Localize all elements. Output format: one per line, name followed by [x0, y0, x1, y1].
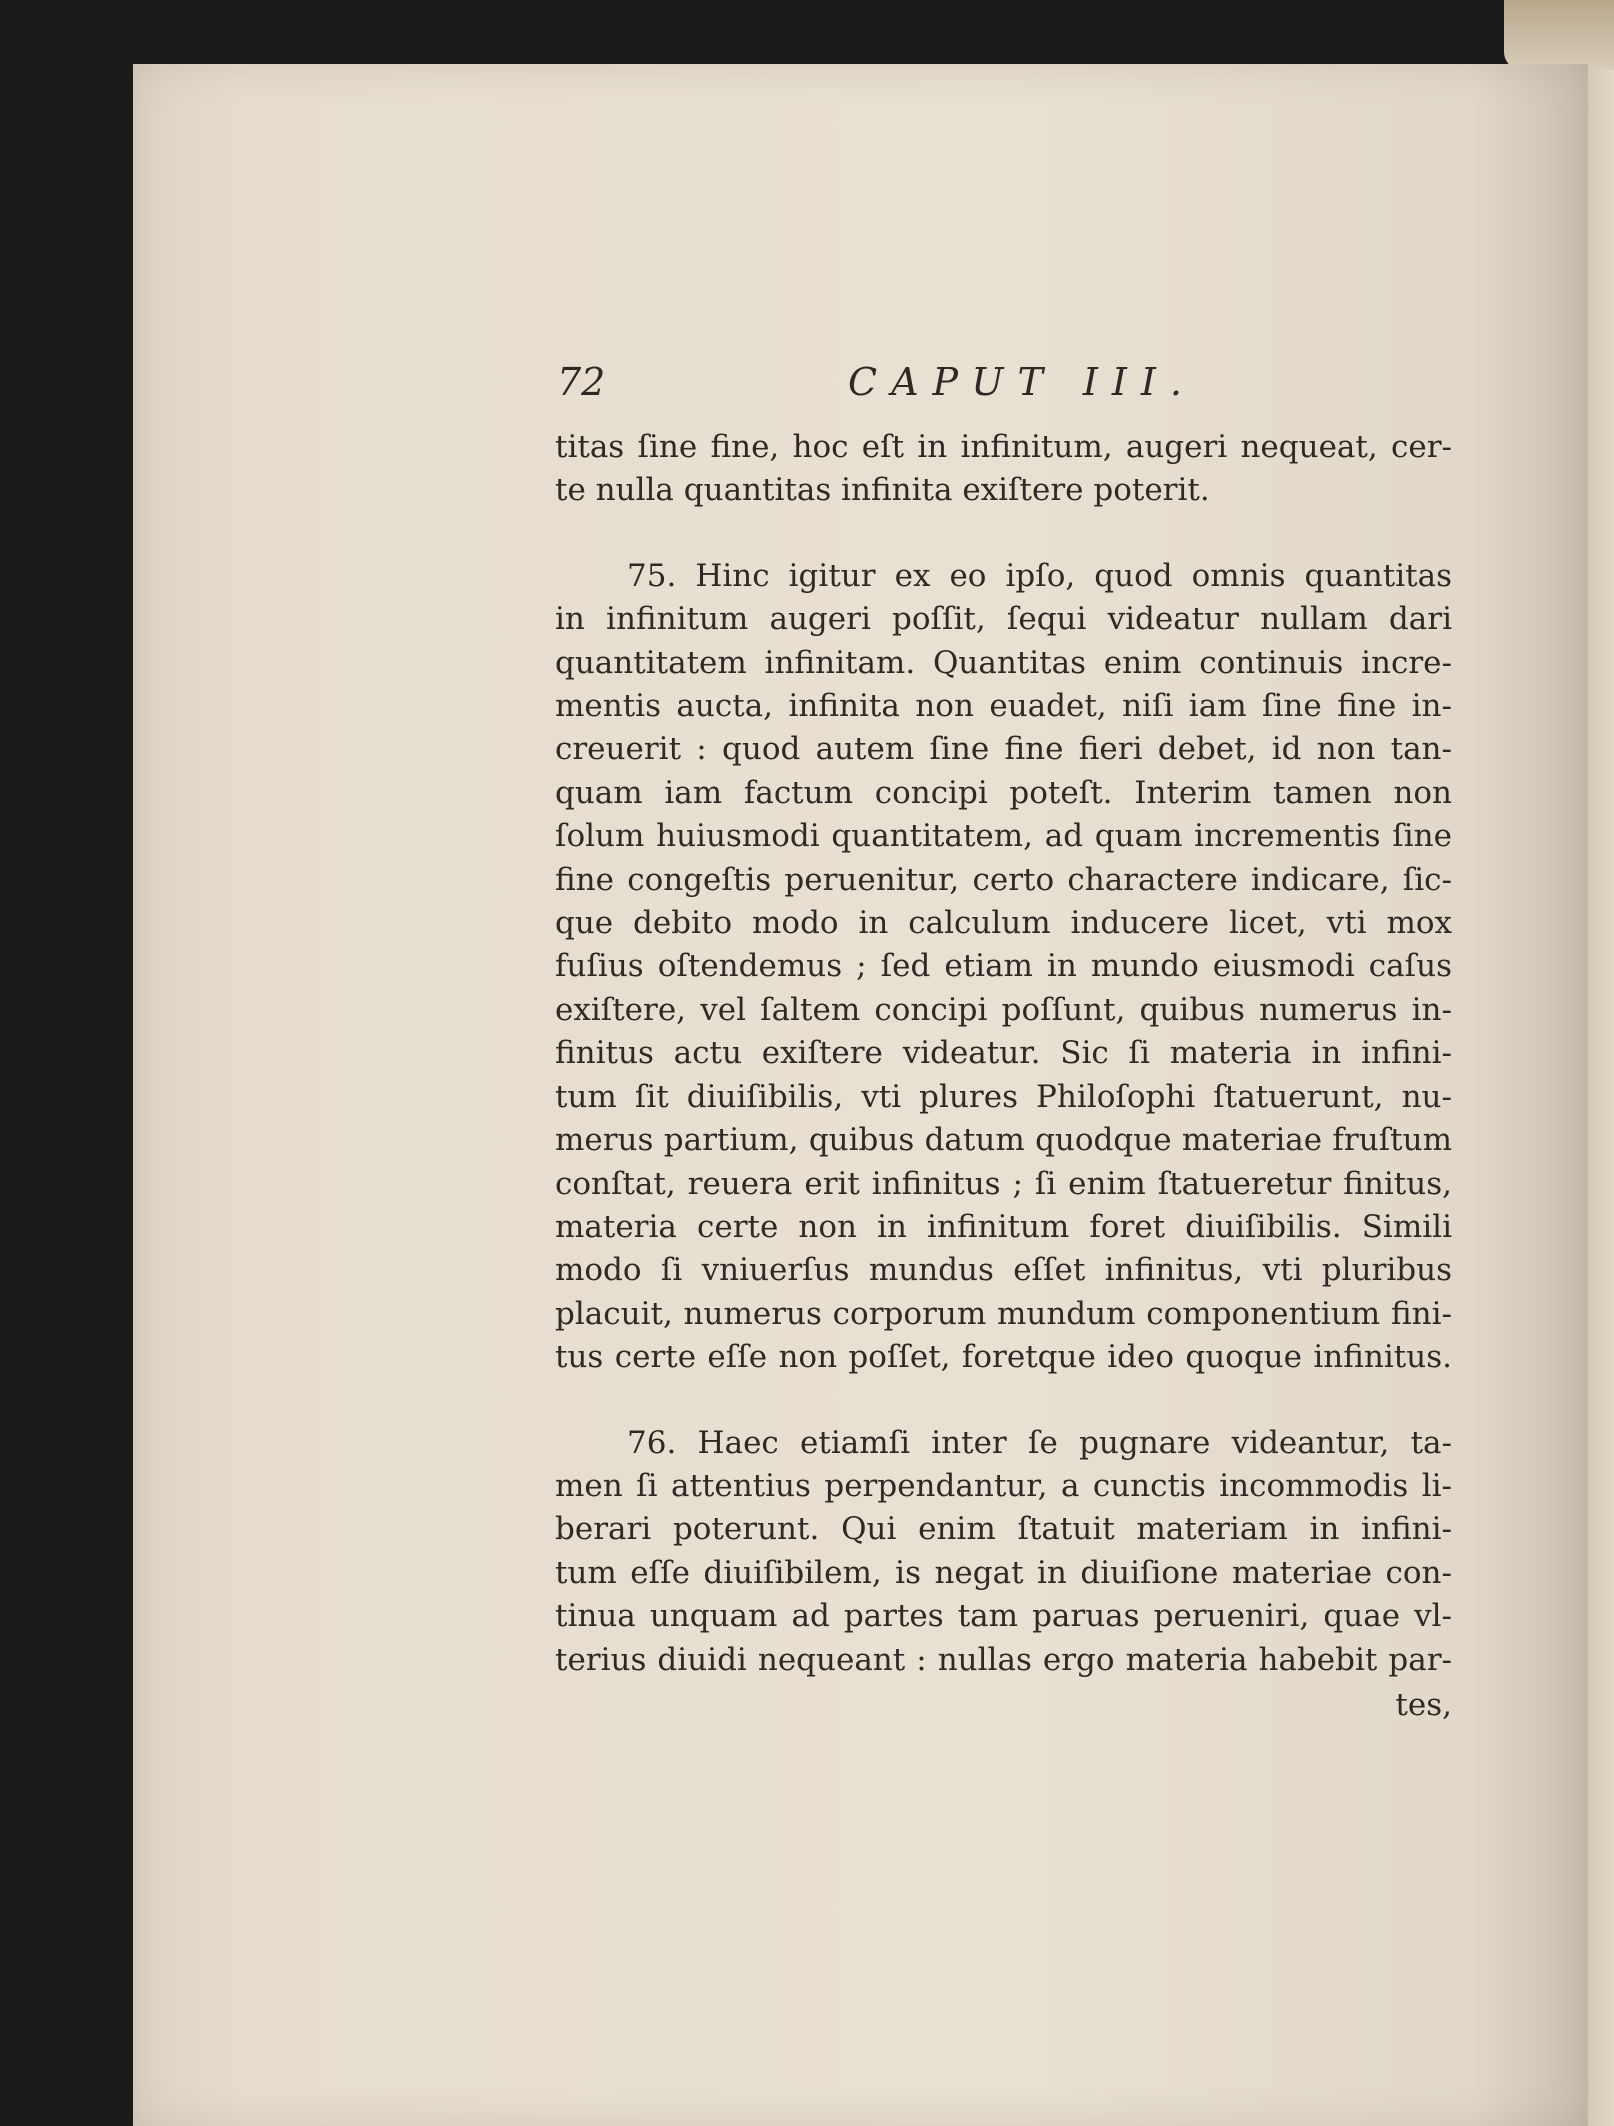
paragraph [555, 555, 1452, 1380]
running-head [555, 360, 1452, 420]
text-line: titas ſine fine, hoc eſt in infinitum, augeri nequeat, cer- [555, 429, 1452, 465]
text-line: conſtat, reuera erit infinitus ; ſi enim ſtatueretur finitus, [555, 1165, 1452, 1202]
text-line: placuit, numerus corporum mundum componentium fini- [555, 1295, 1452, 1332]
text-line: merus partium, quibus datum quodque materiae fruſtum [555, 1122, 1452, 1159]
text-line: finitus actu exiſtere videatur. Sic ſi materia in infini- [555, 1035, 1452, 1072]
text-line: mentis aucta, infinita non euadet, niſi iam ſine fine in- [555, 688, 1452, 725]
text-line: modo ſi vniuerſus mundus eſſet infinitus, vti pluribus [555, 1252, 1452, 1289]
text-line: in infinitum augeri poſſit, ſequi videatur nullam dari [555, 601, 1452, 638]
text-line: tinua unquam ad partes tam paruas perueniri, quae vl- [555, 1598, 1452, 1635]
text-line: te nulla quantitas infinita exiſtere poterit. [555, 472, 1210, 509]
text-line: ſolum huiusmodi quantitatem, ad quam incrementis ſine [555, 818, 1452, 855]
catchword: tes, [1395, 1686, 1452, 1723]
text-line: 75. Hinc igitur ex eo ipſo, quod omnis quantitas [627, 557, 1452, 594]
text-line: exiſtere, vel ſaltem concipi poſſunt, quibus numerus in- [555, 991, 1452, 1028]
page-content [555, 360, 1452, 1727]
text-line: materia certe non in infinitum foret diuiſibilis. Simili [555, 1208, 1452, 1245]
text-line: creuerit : quod autem ſine fine fieri debet, id non tan- [555, 731, 1452, 768]
text-line: 76. Haec etiamſi inter ſe pugnare videantur, ta- [627, 1424, 1452, 1461]
text-line: fuſius oſtendemus ; ſed etiam in mundo eiusmodi caſus [555, 948, 1452, 985]
page-edge-top [1504, 0, 1614, 70]
text-line: tum eſſe diuiſibilem, is negat in diuiſione materiae con- [555, 1554, 1452, 1591]
paragraph [555, 426, 1452, 513]
text-line: que debito modo in calculum inducere licet, vti mox [555, 905, 1452, 942]
text-line: terius diuidi nequeant : nullas ergo materia habebit par- [555, 1641, 1452, 1678]
text-line: tum ſit diuiſibilis, vti plures Philoſophi ſtatuerunt, nu- [555, 1078, 1452, 1115]
paragraph [555, 1422, 1452, 1682]
text-line: berari poterunt. Qui enim ſtatuit materiam in infini- [555, 1511, 1452, 1548]
text-line: tus certe eſſe non poſſet, foretque ideo quoque infinitus. [555, 1339, 1452, 1376]
text-line: quam iam factum concipi poteſt. Interim tamen non [555, 774, 1452, 811]
page-number: 72 [557, 360, 606, 404]
text-line: fine congeſtis peruenitur, certo charactere indicare, ſic- [555, 861, 1452, 898]
text-line: men ſi attentius perpendantur, a cunctis incommodis li- [555, 1467, 1452, 1504]
text-line: quantitatem infinitam. Quantitas enim continuis incre- [555, 644, 1452, 681]
chapter-title: CAPUT III. [848, 360, 1196, 404]
